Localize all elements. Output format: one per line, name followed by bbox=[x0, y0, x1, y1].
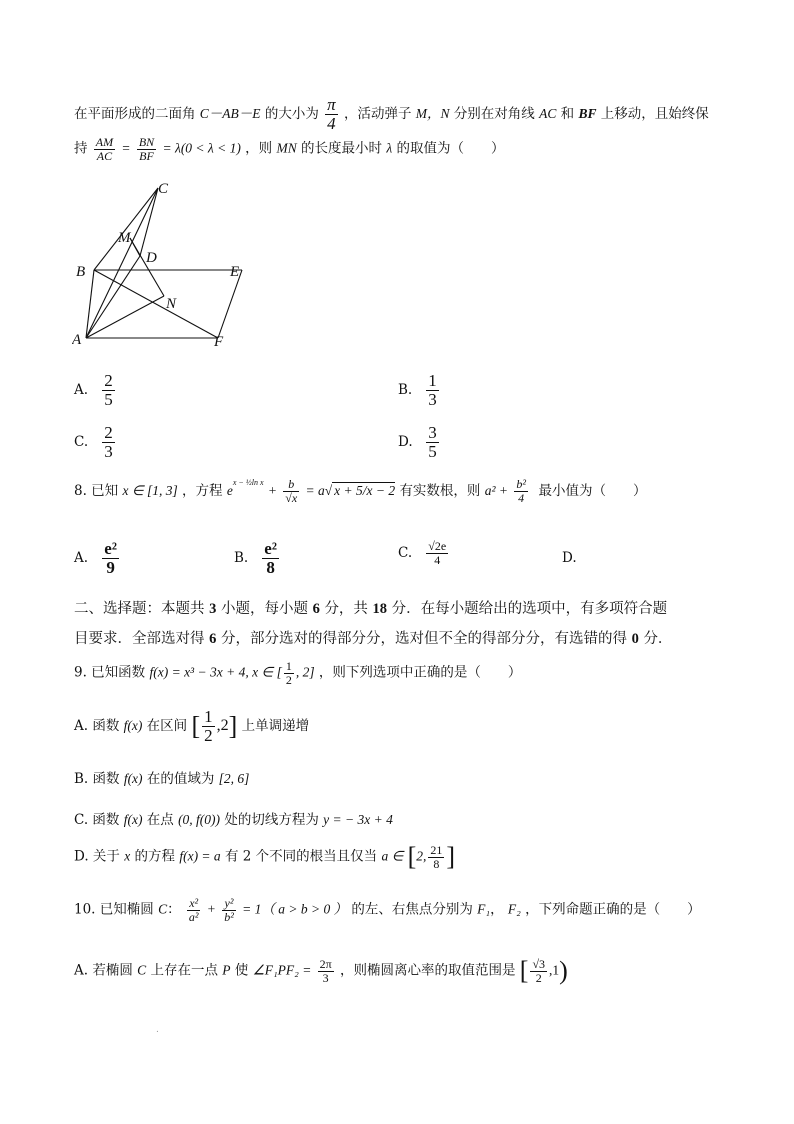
segment-md bbox=[130, 238, 140, 256]
q10-stem: 10. 已知椭圆 C： $\frac{\text{x²}}{\text{a²}}$ + $\frac{\text{y²}}{\text{b²}}$ = 1（ a > b > 0 ） 的左、右焦点分别为 F₁， F₂ ，下列命题正确的是（ ） bbox=[74, 896, 701, 924]
section2-line1: 二、选择题：本题共 3 小题，每小题 6 分，共 18 分．在每小题给出的选项中，有多项符合题 bbox=[74, 601, 668, 617]
q7-line1: 在平面形成的二面角 C－AB－E 的大小为 $\frac{\pi}{4}$ ，活动弹子 M，N 分别在对角线 AC 和 BF 上移动，且始终保 bbox=[74, 95, 709, 133]
label-b: B bbox=[76, 264, 86, 280]
q9-option-a[interactable]: A. 函数 f(x) 在区间 [ $\frac{1}{2}$ ,2] 上单调递增 bbox=[74, 707, 310, 745]
q8-option-a[interactable]: A. $\frac{\text{e²}}{9}$ bbox=[74, 539, 117, 577]
footer-mark: . bbox=[156, 1025, 159, 1035]
q7-geometry-figure bbox=[72, 180, 252, 350]
edge-ad bbox=[86, 256, 140, 338]
edge-cd bbox=[140, 188, 158, 256]
label-n: N bbox=[166, 296, 177, 312]
q10-option-a[interactable]: A. 若椭圆 C 上存在一点 P 使 ∠F₁PF₂ = $\frac{2\pi}{3}$ ，则椭圆离心率的取值范围是 [ $\frac{√3}{2}$ ,1) bbox=[74, 956, 568, 985]
label-a: A bbox=[72, 332, 82, 348]
q7-option-d[interactable]: D. $\frac{3}{5}$ bbox=[398, 423, 437, 461]
q8-option-c[interactable]: C. $\frac{√2e}{4}$ bbox=[398, 539, 447, 567]
label-e: E bbox=[230, 264, 240, 280]
q7-option-b[interactable]: B. $\frac{1}{3}$ bbox=[398, 371, 437, 409]
q7-option-a[interactable]: A. $\frac{2}{5}$ bbox=[74, 371, 113, 409]
q7-option-c[interactable]: C. $\frac{2}{3}$ bbox=[74, 423, 113, 461]
q8-line: 8. 已知 x ∈ [1, 3] ，方程 $e^{x - \frac{1}{2}ln x}$ + $\frac{b}{√x}$ = a√ x + 5/x − 2 有实数根，则 a² + $\frac{\text{b²}}{4}$ 最小值为（ ） bbox=[74, 477, 647, 505]
label-c: C bbox=[158, 181, 169, 197]
label-m: M bbox=[118, 230, 131, 246]
label-d: D bbox=[146, 250, 157, 266]
q9-option-b[interactable]: B. 函数 f(x) 在的值域为 [2, 6] bbox=[74, 771, 250, 787]
segment-an bbox=[86, 296, 164, 338]
q7-angle: C－AB－E bbox=[199, 105, 261, 121]
q9-option-c[interactable]: C. 函数 f(x) 在点 (0, f(0)) 处的切线方程为 y = − 3x + 4 bbox=[74, 812, 393, 828]
section2-line2: 目要求．全部选对得 6 分，部分选对的得部分分，选对但不全的得部分分，有选错的得 0 分． bbox=[74, 631, 673, 647]
q7-ratio-1: $\frac{AM}{AC}$ bbox=[95, 135, 114, 163]
edge-ef bbox=[218, 270, 242, 338]
q7-line2: 持 $\frac{AM}{AC}$ = $\frac{BN}{BF}$ = λ(0 < λ < 1) ，则 MN 的长度最小时 λ 的取值为（ ） bbox=[74, 135, 505, 163]
q9-option-d[interactable]: D. 关于 x 的方程 f(x) = a 有 2 个不同的根当且仅当 a ∈ [2, $\frac{21}{8}$ ] bbox=[74, 842, 456, 871]
q7-angle-value: $\frac{\pi}{4}$ bbox=[327, 95, 336, 133]
diag-bf bbox=[94, 270, 218, 338]
q8-option-d[interactable]: D. bbox=[562, 550, 577, 566]
label-f: F bbox=[214, 334, 224, 350]
q7-ratio-2: $\frac{BN}{BF}$ bbox=[138, 135, 155, 163]
q9-stem: 9. 已知函数 f(x) = x³ − 3x + 4, x ∈ [ $\frac{1}{2}$ , 2] ，则下列选项中正确的是（ ） bbox=[74, 659, 522, 687]
q8-option-b[interactable]: B. $\frac{\text{e²}}{8}$ bbox=[234, 539, 277, 577]
